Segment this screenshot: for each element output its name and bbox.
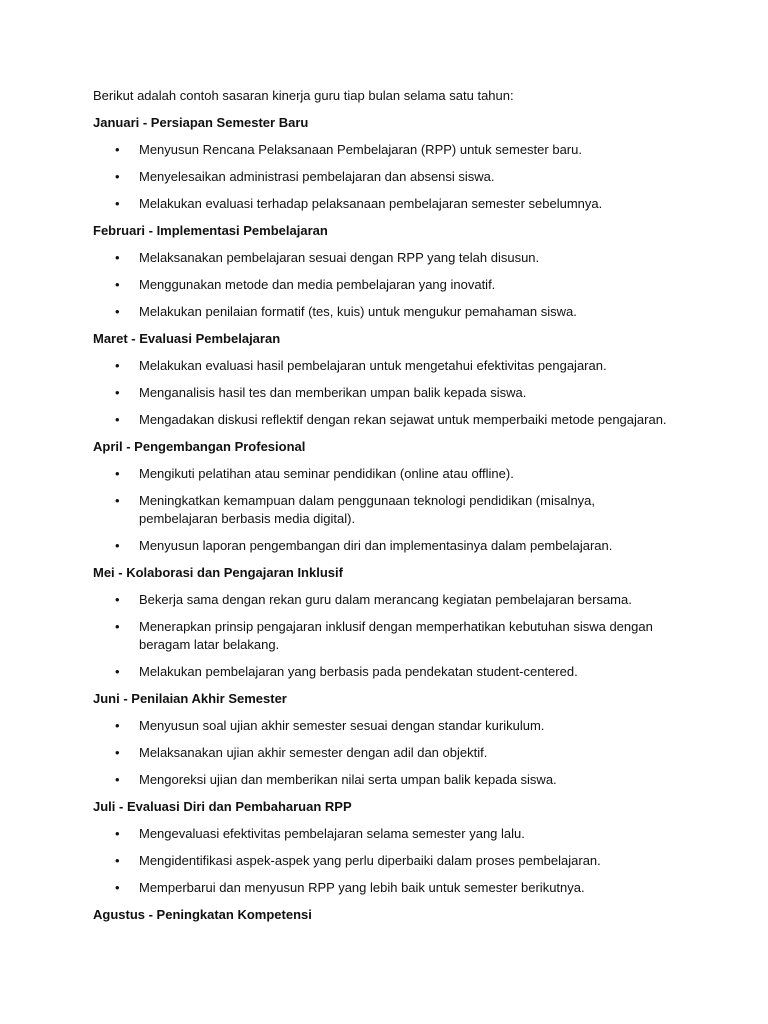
list-item [93,276,669,294]
section-heading: Januari - Persiapan Semester Baru [93,115,309,130]
bullet-icon: • [115,619,120,634]
list-item [93,537,669,555]
list-item [93,771,669,789]
section-heading: Februari - Implementasi Pembelajaran [93,223,328,238]
list-item [93,411,669,429]
section-heading: Maret - Evaluasi Pembelajaran [93,331,281,346]
list-item-text: Melaksanakan ujian akhir semester dengan adil dan objektif. [139,745,488,760]
section-heading: Juni - Penilaian Akhir Semester [93,691,287,706]
list-item [93,141,669,159]
list-item [93,195,669,213]
bullet-list [93,591,708,681]
list-item-text: Mengadakan diskusi reflektif dengan rekan sejawat untuk memperbaiki metode pengajaran. [139,412,667,427]
bullet-icon: • [115,304,120,319]
bullet-icon: • [115,250,120,265]
list-item [93,384,669,402]
list-item-text: Mengevaluasi efektivitas pembelajaran selama semester yang lalu. [139,826,525,841]
bullet-list [93,141,708,213]
list-item [93,744,669,762]
bullet-list [93,357,708,429]
list-item-text: Memperbarui dan menyusun RPP yang lebih baik untuk semester berikutnya. [139,880,585,895]
bullet-icon: • [115,358,120,373]
list-item-text: Menyusun Rencana Pelaksanaan Pembelajaran (RPP) untuk semester baru. [139,142,582,157]
list-item [93,663,669,681]
list-item-text: Menerapkan prinsip pengajaran inklusif dengan memperhatikan kebutuhan siswa dengan beragam latar belakang. [139,619,653,652]
list-item-text: Menyusun soal ujian akhir semester sesuai dengan standar kurikulum. [139,718,545,733]
list-item [93,879,669,897]
bullet-icon: • [115,664,120,679]
list-item [93,357,669,375]
list-item-text: Melakukan evaluasi terhadap pelaksanaan pembelajaran semester sebelumnya. [139,196,603,211]
bullet-icon: • [115,826,120,841]
list-item [93,492,669,528]
bullet-icon: • [115,853,120,868]
bullet-icon: • [115,142,120,157]
bullet-icon: • [115,772,120,787]
list-item-text: Menganalisis hasil tes dan memberikan umpan balik kepada siswa. [139,385,527,400]
list-item-text: Mengikuti pelatihan atau seminar pendidikan (online atau offline). [139,466,514,481]
list-item [93,303,669,321]
section-heading: Juli - Evaluasi Diri dan Pembaharuan RPP [93,799,352,814]
list-item [93,465,669,483]
bullet-list [93,717,708,789]
bullet-list [93,825,708,897]
bullet-icon: • [115,412,120,427]
list-item [93,852,669,870]
list-item-text: Bekerja sama dengan rekan guru dalam merancang kegiatan pembelajaran bersama. [139,592,632,607]
list-item-text: Mengoreksi ujian dan memberikan nilai serta umpan balik kepada siswa. [139,772,557,787]
bullet-icon: • [115,880,120,895]
list-item-text: Meningkatkan kemampuan dalam penggunaan teknologi pendidikan (misalnya, pembelajaran berbasis media digital). [139,493,596,526]
section-heading: April - Pengembangan Profesional [93,439,306,454]
bullet-icon: • [115,745,120,760]
list-item-text: Melakukan evaluasi hasil pembelajaran untuk mengetahui efektivitas pengajaran. [139,358,607,373]
bullet-list [93,249,708,321]
bullet-list [93,465,708,555]
bullet-icon: • [115,538,120,553]
list-item-text: Melakukan penilaian formatif (tes, kuis) untuk mengukur pemahaman siswa. [139,304,577,319]
section-heading: Mei - Kolaborasi dan Pengajaran Inklusif [93,565,343,580]
list-item-text: Menyelesaikan administrasi pembelajaran dan absensi siswa. [139,169,495,184]
list-item-text: Melakukan pembelajaran yang berbasis pada pendekatan student-centered. [139,664,578,679]
list-item [93,825,669,843]
list-item-text: Menggunakan metode dan media pembelajaran yang inovatif. [139,277,496,292]
list-item-text: Menyusun laporan pengembangan diri dan implementasinya dalam pembelajaran. [139,538,613,553]
bullet-icon: • [115,169,120,184]
list-item-text: Melaksanakan pembelajaran sesuai dengan RPP yang telah disusun. [139,250,540,265]
bullet-icon: • [115,493,120,508]
list-item [93,591,669,609]
bullet-icon: • [115,718,120,733]
bullet-icon: • [115,592,120,607]
bullet-icon: • [115,196,120,211]
section-heading: Agustus - Peningkatan Kompetensi [93,907,312,922]
bullet-icon: • [115,385,120,400]
bullet-icon: • [115,466,120,481]
list-item [93,249,669,267]
list-item [93,717,669,735]
intro-paragraph: Berikut adalah contoh sasaran kinerja guru tiap bulan selama satu tahun: [93,88,514,103]
list-item-text: Mengidentifikasi aspek-aspek yang perlu diperbaiki dalam proses pembelajaran. [139,853,601,868]
bullet-icon: • [115,277,120,292]
sections-container [93,114,708,924]
list-item [93,618,669,654]
list-item [93,168,669,186]
